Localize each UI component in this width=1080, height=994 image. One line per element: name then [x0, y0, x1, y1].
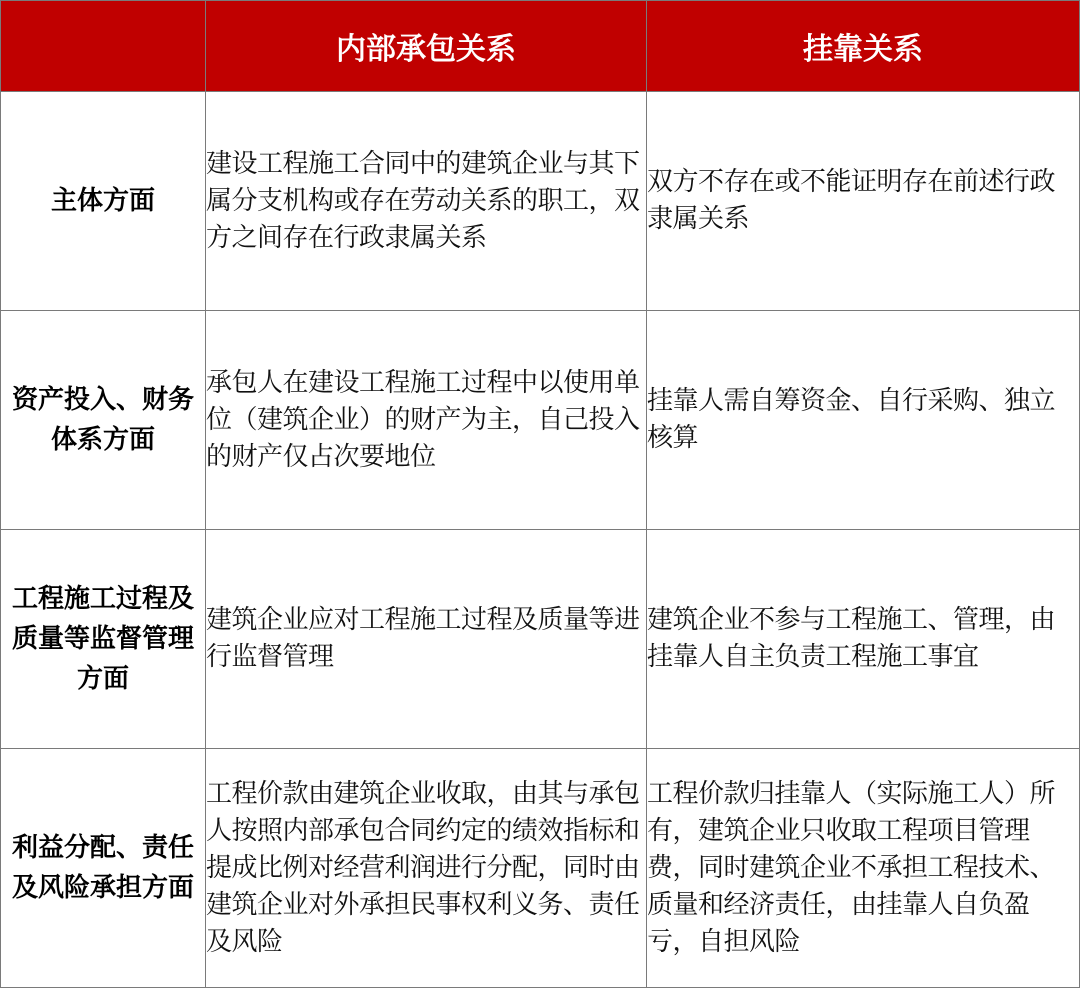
header-corner-cell: [1, 1, 206, 92]
row-label: 资产投入、财务体系方面: [1, 311, 206, 530]
internal-contract-cell: 承包人在建设工程施工过程中以使用单位（建筑企业）的财产为主，自己投入的财产仅占次要地位: [206, 311, 647, 530]
row-label: 利益分配、责任及风险承担方面: [1, 749, 206, 988]
header-internal-contract: 内部承包关系: [206, 1, 647, 92]
affiliation-cell: 工程价款归挂靠人（实际施工人）所有，建筑企业只收取工程项目管理费，同时建筑企业不承担工程技术、质量和经济责任，由挂靠人自负盈亏，自担风险: [647, 749, 1080, 988]
table-row: [1, 530, 1080, 749]
affiliation-cell: 双方不存在或不能证明存在前述行政隶属关系: [647, 92, 1080, 311]
header-affiliation: 挂靠关系: [647, 1, 1080, 92]
internal-contract-cell: 建设工程施工合同中的建筑企业与其下属分支机构或存在劳动关系的职工，双方之间存在行政隶属关系: [206, 92, 647, 311]
internal-contract-cell: 建筑企业应对工程施工过程及质量等进行监督管理: [206, 530, 647, 749]
table-row: [1, 311, 1080, 530]
affiliation-cell: 建筑企业不参与工程施工、管理，由挂靠人自主负责工程施工事宜: [647, 530, 1080, 749]
row-label: 工程施工过程及质量等监督管理方面: [1, 530, 206, 749]
table-row: [1, 92, 1080, 311]
header-row: [1, 1, 1080, 92]
table-row: [1, 749, 1080, 988]
affiliation-cell: 挂靠人需自筹资金、自行采购、独立核算: [647, 311, 1080, 530]
row-label: 主体方面: [1, 92, 206, 311]
internal-contract-cell: 工程价款由建筑企业收取，由其与承包人按照内部承包合同约定的绩效指标和提成比例对经营利润进行分配，同时由建筑企业对外承担民事权利义务、责任及风险: [206, 749, 647, 988]
